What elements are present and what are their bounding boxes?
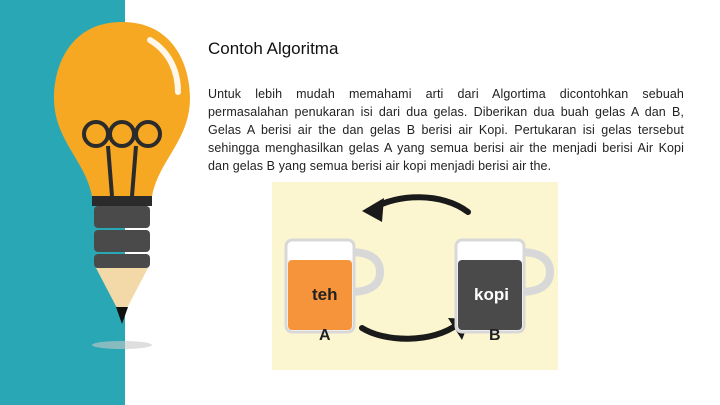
glass-a-content-label: teh: [312, 285, 338, 304]
lightbulb-pencil-icon: [0, 0, 200, 405]
slide-title: Contoh Algoritma: [208, 39, 339, 58]
slide-body-text: Untuk lebih mudah memahami arti dari Algortima dicontohkan sebuah permasalahan penukaran isi dari dua gelas. Diberikan dua buah gelas A dan B, Gelas A berisi air the dan gelas B berisi air Kopi. Pertukaran isi gelas tersebut sehingga menghasilkan gelas A yang semua berisi air the menjadi berisi Air Kopi dan gelas B yang semua berisi air kopi menjadi berisi air the.: [208, 87, 684, 173]
glass-b-label: B: [489, 327, 501, 344]
glass-b-content-label: kopi: [474, 285, 509, 304]
glass-swap-illustration: [272, 182, 558, 370]
glass-a-label: A: [319, 327, 331, 344]
